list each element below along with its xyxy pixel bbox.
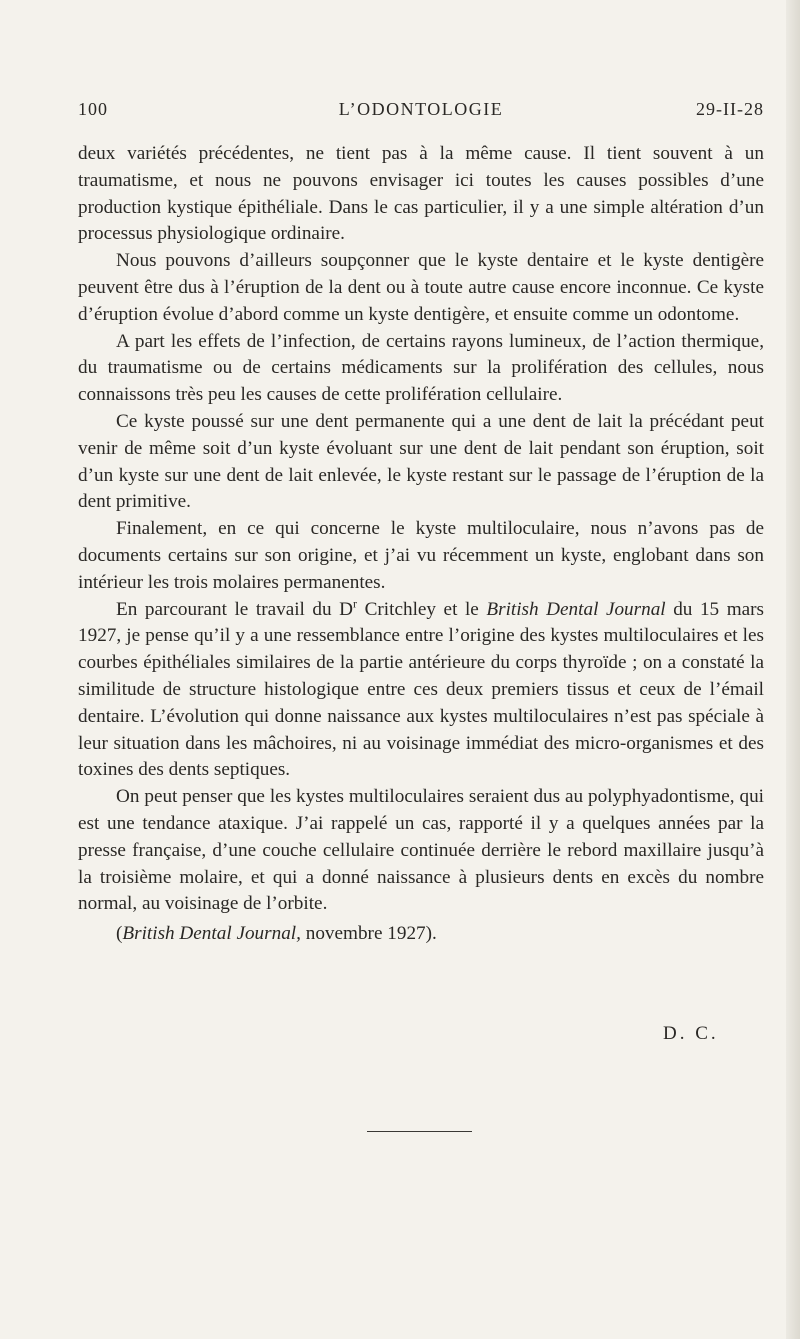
- text-run: novembre 1927).: [300, 923, 437, 945]
- paragraph: A part les effets de l’infection, de certains rayons lumineux, de l’action thermique, du traumatisme ou de certains médicaments sur la prolifération des cellules, nous connaissons très peu les causes de cette prolifération cellulaire.: [78, 330, 764, 406]
- section-divider: [367, 1131, 472, 1132]
- superscript: r: [353, 596, 358, 611]
- running-header: [78, 99, 764, 125]
- page-number: 100: [78, 99, 108, 119]
- page-edge: [786, 0, 800, 1339]
- paragraph-critchley: [78, 597, 764, 785]
- journal-name: British Dental Journal,: [122, 923, 301, 945]
- article-body: [78, 141, 764, 948]
- paragraph: deux variétés précédentes, ne tient pas à la même cause. Il tient souvent à un traumatisme, et nous ne pouvons envisager ici toutes les causes possibles d’une production kystique épithéliale. Dans le cas particulier, il y a une simple altération d’un processus physiologique ordinaire.: [78, 143, 764, 245]
- source-citation: [78, 921, 764, 948]
- text-run: du 15 mars 1927, je pense qu’il y a une ressemblance entre l’origine des kystes multiloculaires et les courbes épithéliales similaires de la partie antérieure du corps thyroïde ; on a constaté la similitude de structure histologique entre ces deux premiers tissus et ceux de l’émail dentaire. L’évolution qui donne naissance aux kystes multiloculaires n’est pas spéciale à leur situation dans les mâchoires, ni au voisinage immédiat des micro-organismes et des toxines des dents septiques.: [78, 598, 764, 781]
- paragraph: Finalement, en ce qui concerne le kyste multiloculaire, nous n’avons pas de documents certains sur son origine, et j’ai vu récemment un kyste, englobant dans son intérieur les trois molaires permanentes.: [78, 518, 764, 593]
- journal-name: British Dental Journal: [486, 598, 666, 620]
- paragraph: Ce kyste poussé sur une dent permanente qui a une dent de lait la précédant peut venir de même soit d’un kyste évoluant sur une dent de lait pendant son éruption, soit d’un kyste sur une dent de lait enlevée, le kyste restant sur le passage de l’éruption de la dent primitive.: [78, 410, 764, 513]
- text-run: En parcourant le travail du D: [116, 598, 354, 620]
- issue-date: 29-II-28: [696, 99, 764, 119]
- paragraph: Nous pouvons d’ailleurs soupçonner que le kyste dentaire et le kyste dentigère peuvent être dus à l’éruption de la dent ou à toute autre cause encore inconnue. Ce kyste d’éruption évolue d’abord comme un kyste dentigère, et ensuite comme un odontome.: [78, 250, 764, 325]
- author-signature: D. C.: [663, 1023, 719, 1044]
- text-run: Critchley et le: [357, 598, 487, 620]
- text-run: (: [116, 923, 123, 945]
- journal-title: L’ODONTOLOGIE: [338, 99, 504, 119]
- paragraph: On peut penser que les kystes multiloculaires seraient dus au polyphyadontisme, qui est une tendance ataxique. J’ai rappelé un cas, rapporté il y a quelques années par la presse française, d’une couche cellulaire continuée derrière le rebord maxillaire jusqu’à la troisième molaire, et qui a donné naissance à plusieurs dents en excès du nombre normal, au voisinage de l’orbite.: [78, 786, 764, 915]
